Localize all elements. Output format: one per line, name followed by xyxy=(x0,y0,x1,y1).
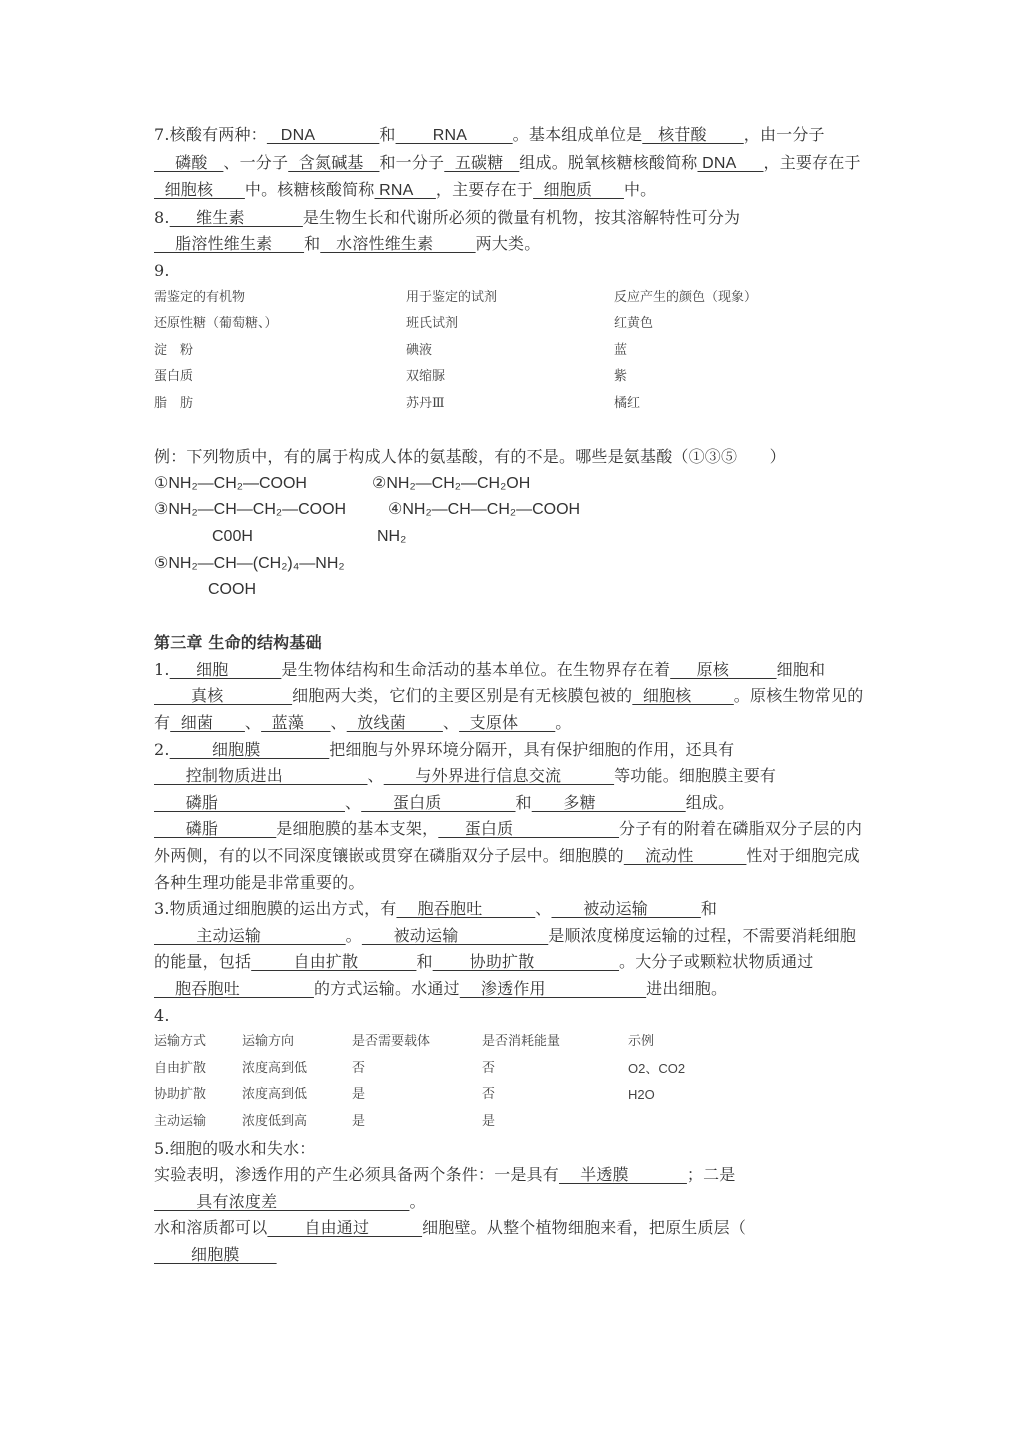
formula-2: ②NH₂—CH₂—CH₂OH xyxy=(372,474,531,492)
table-cell: 否 xyxy=(482,1060,496,1076)
text: 。 xyxy=(345,925,362,945)
text: 中。 xyxy=(623,180,657,200)
transport-table xyxy=(154,1029,866,1135)
text: 1. xyxy=(154,659,170,679)
answer-blank: 流动性 xyxy=(623,846,747,866)
text: 把细胞与外界环境分隔开，具有保护细胞的作用，还具有 xyxy=(329,739,735,759)
text: 和 xyxy=(416,952,433,972)
answer-blank: 细胞 xyxy=(169,659,282,679)
question-5-title: 5.细胞的吸水和失水： xyxy=(154,1138,316,1158)
text: 。 xyxy=(409,1191,426,1211)
table-cell: 需鉴定的有机物 xyxy=(154,289,246,305)
answer-blank: 支原体 xyxy=(459,713,556,733)
answer-blank: 被动运输 xyxy=(551,899,701,919)
answer-blank: 细胞质 xyxy=(533,180,624,200)
table-cell: 班氏试剂 xyxy=(406,316,459,332)
table-cell: 脂 肪 xyxy=(154,395,194,411)
answer-blank: 细胞核 xyxy=(154,180,245,200)
answer-blank: 细胞膜 xyxy=(154,1244,277,1264)
formula-3-branch: C00H xyxy=(212,527,253,545)
text: 、 xyxy=(244,713,262,733)
answer-blank: 蛋白质 xyxy=(438,819,620,839)
table-cell: 是 xyxy=(482,1113,496,1129)
text: 8. xyxy=(154,207,170,227)
text: 的方式运输。水通过 xyxy=(313,979,460,998)
table-row xyxy=(154,285,866,312)
text: 、 xyxy=(367,766,384,786)
answer-blank: 放线菌 xyxy=(346,713,443,733)
table-cell: 是否需要载体 xyxy=(352,1034,431,1050)
chemical-formulas xyxy=(154,471,866,604)
table-cell: 碘液 xyxy=(406,342,433,358)
text: 、 xyxy=(442,713,460,733)
table-cell: 红黄色 xyxy=(614,316,654,332)
text: 水和溶质都可以 xyxy=(154,1218,268,1238)
text: ；二是 xyxy=(686,1165,736,1185)
identification-table xyxy=(154,285,866,418)
table-cell: 运输方向 xyxy=(242,1034,295,1050)
table-cell: 双缩脲 xyxy=(406,369,446,385)
table-cell: 否 xyxy=(352,1060,366,1076)
table-cell: 是否消耗能量 xyxy=(482,1034,561,1050)
table-cell: 反应产生的颜色（现象） xyxy=(614,289,758,305)
table-cell: 是 xyxy=(352,1113,366,1129)
text: 和 xyxy=(304,234,321,254)
chapter3-question-3 xyxy=(154,896,866,1002)
text: 细胞两大类，它们的主要区别是有无核膜包被的 xyxy=(292,686,633,706)
text: 细胞和 xyxy=(776,659,826,679)
answer-blank: 蛋白质 xyxy=(361,792,516,812)
table-cell: 紫 xyxy=(614,369,628,385)
answer-blank: 五碳糖 xyxy=(444,152,520,172)
text: 细胞壁。从整个植物细胞来看，把原生质层（ xyxy=(422,1218,747,1238)
answer-blank: 维生素 xyxy=(169,207,303,227)
answer-blank: 具有浓度差 xyxy=(154,1191,410,1211)
text: 组成。脱氧核糖核酸简称 xyxy=(519,152,698,172)
formula-1: ①NH₂—CH₂—COOH xyxy=(154,474,307,492)
text: 3.物质通过细胞膜的运出方式，有 xyxy=(154,899,397,919)
table-row xyxy=(154,1082,866,1109)
question-8 xyxy=(154,205,866,258)
answer-blank: 胞吞胞吐 xyxy=(154,979,314,998)
question-4-label: 4. xyxy=(154,1005,170,1025)
text: 实验表明，渗透作用的产生必须具备两个条件：一是具有 xyxy=(154,1165,560,1185)
table-cell: 浓度高到低 xyxy=(242,1087,308,1103)
answer-blank: 自由通过 xyxy=(267,1218,423,1238)
document-page xyxy=(154,122,866,1269)
answer-blank: 半透膜 xyxy=(559,1165,687,1185)
answer-blank: 磷脂 xyxy=(154,792,345,812)
table-cell: 示例 xyxy=(628,1034,655,1050)
text: 和一分子 xyxy=(379,152,445,172)
answer-blank: 真核 xyxy=(154,686,293,706)
answer-blank: 蓝藻 xyxy=(261,713,331,733)
answer-blank: 含氮碱基 xyxy=(288,152,380,172)
table-cell: 淀 粉 xyxy=(154,342,194,358)
formula-5-branch: COOH xyxy=(208,581,256,599)
table-cell: 苏丹Ⅲ xyxy=(406,395,445,411)
text: 分子有的附着在磷脂双分子层的内外两侧，有的以不同深度镶嵌或贯穿在磷脂双分子层中。细胞膜的 xyxy=(154,819,863,866)
answer-blank: 被动运输 xyxy=(361,925,549,945)
answer-blank: 自由扩散 xyxy=(251,952,417,972)
text: ，主要存在于 xyxy=(763,152,861,172)
answer-blank: RNA xyxy=(374,182,436,200)
question-7 xyxy=(154,122,866,205)
text: 是生物生长和代谢所必须的微量有机物，按其溶解特性可分为 xyxy=(302,207,741,227)
text: 是细胞膜的基本支架， xyxy=(276,819,439,839)
table-cell: 蓝 xyxy=(614,342,628,358)
text: 、 xyxy=(330,713,347,733)
answer-blank: 细菌 xyxy=(170,713,245,733)
text: 。基本组成单位是 xyxy=(512,125,643,144)
answer-blank: 协助扩散 xyxy=(432,952,620,972)
answer-blank: 细胞膜 xyxy=(169,739,330,759)
table-cell: 否 xyxy=(482,1087,496,1103)
table-cell: O2、CO2 xyxy=(628,1060,686,1076)
text: 、 xyxy=(535,899,552,919)
formula-3: ③NH₂—CH—CH₂—COOH xyxy=(154,501,347,519)
text: 组成。 xyxy=(685,792,735,812)
text: 中。核糖核酸简称 xyxy=(244,180,375,200)
table-row xyxy=(154,311,866,338)
answer-blank: 核苷酸 xyxy=(642,125,744,144)
table-row xyxy=(154,391,866,418)
answer-blank: RNA xyxy=(395,127,513,144)
answer-blank: 胞吞胞吐 xyxy=(396,899,536,919)
formula-4: ④NH₂—CH—CH₂—COOH xyxy=(388,501,581,519)
table-cell: H2O xyxy=(628,1087,655,1103)
answer-blank: 渗透作用 xyxy=(459,979,647,998)
answer-blank: 与外界进行信息交流 xyxy=(383,766,615,786)
formula-5: ⑤NH₂—CH—(CH₂)₄—NH₂ xyxy=(154,554,345,572)
question-5-conditions xyxy=(154,1162,866,1215)
answer-blank: DNA xyxy=(697,154,764,172)
text: 和 xyxy=(700,899,718,919)
text: 两大类。 xyxy=(475,234,541,254)
text: 、 xyxy=(344,792,362,812)
text: 和 xyxy=(515,792,532,812)
chapter3-question-2 xyxy=(154,737,866,897)
answer-blank: 控制物质进出 xyxy=(154,766,368,786)
table-cell: 自由扩散 xyxy=(154,1060,207,1076)
text: 性对于细胞完成各种生理功能是非常重要的。 xyxy=(154,846,860,892)
answer-blank: DNA xyxy=(266,127,380,144)
table-cell: 是 xyxy=(352,1087,366,1103)
text: 7.核酸有两种： xyxy=(154,125,267,144)
answer-blank: 脂溶性维生素 xyxy=(154,234,305,254)
answer-blank: 磷酸 xyxy=(154,152,224,172)
table-cell: 运输方式 xyxy=(154,1034,207,1050)
chapter3-question-1 xyxy=(154,657,866,737)
table-row xyxy=(154,1056,866,1083)
table-cell: 协助扩散 xyxy=(154,1087,207,1103)
table-cell: 浓度低到高 xyxy=(242,1113,308,1129)
text: ，由一分子 xyxy=(743,125,825,144)
table-cell: 用于鉴定的试剂 xyxy=(406,289,498,305)
text: ，主要存在于 xyxy=(435,180,534,200)
question-5-cell-wall xyxy=(154,1215,866,1268)
table-row xyxy=(154,1029,866,1056)
text: 、一分子 xyxy=(223,152,289,172)
text: 。原核生物常见的有 xyxy=(154,686,864,733)
answer-blank: 细胞核 xyxy=(632,686,734,706)
answer-blank: 原核 xyxy=(670,659,777,679)
text: 是顺浓度梯度运输的过程，不需要消耗细胞的能量，包括 xyxy=(154,925,857,972)
table-cell: 蛋白质 xyxy=(154,369,194,385)
answer-blank: 多糖 xyxy=(531,792,686,812)
table-cell: 主动运输 xyxy=(154,1113,207,1129)
table-cell: 还原性糖（葡萄糖、） xyxy=(154,316,278,332)
answer-blank: 磷脂 xyxy=(154,819,277,839)
text: 。 xyxy=(555,713,572,733)
formula-4-branch: NH₂ xyxy=(377,527,407,545)
table-cell: 橘红 xyxy=(614,395,641,411)
table-row xyxy=(154,1109,866,1136)
text: 进出细胞。 xyxy=(646,979,728,998)
table-row xyxy=(154,338,866,365)
text: 2. xyxy=(154,739,170,759)
chapter-title: 第三章 生命的结构基础 xyxy=(154,633,322,653)
text: 是生物体结构和生命活动的基本单位。在生物界存在着 xyxy=(281,659,671,679)
text: 等功能。细胞膜主要有 xyxy=(614,766,777,786)
answer-blank: 水溶性维生素 xyxy=(320,234,476,254)
example-question: 例：下列物质中，有的属于构成人体的氨基酸，有的不是。哪些是氨基酸（①③⑤ ） xyxy=(154,447,786,467)
text: 。大分子或颗粒状物质通过 xyxy=(619,952,814,972)
table-row xyxy=(154,364,866,391)
text: 和 xyxy=(379,125,396,144)
question-9-label: 9. xyxy=(154,260,170,280)
table-cell: 浓度高到低 xyxy=(242,1060,308,1076)
answer-blank: 主动运输 xyxy=(154,925,346,945)
